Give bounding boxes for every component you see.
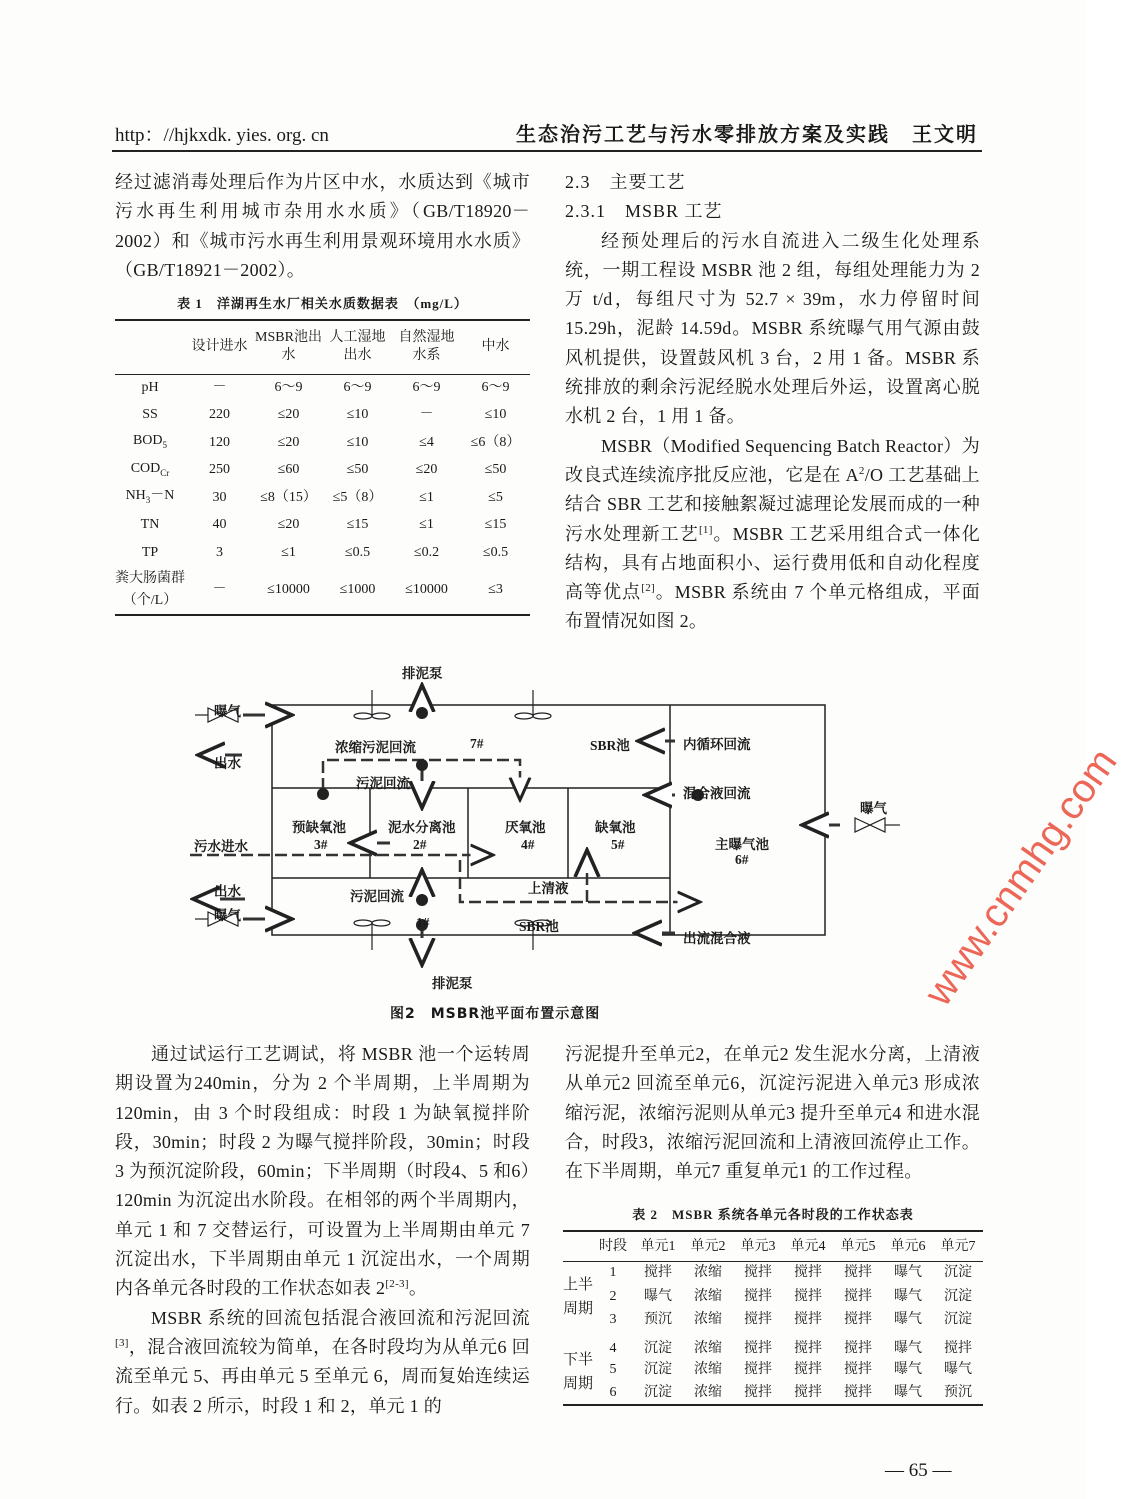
citation: [2-3] (385, 1278, 409, 1291)
status-cell: 沉淀 (944, 1312, 972, 1328)
table-row (563, 1332, 983, 1358)
paragraph (115, 1040, 530, 1304)
period-number: 4 (609, 1340, 617, 1356)
column-header: 单元4 (790, 1238, 826, 1254)
status-cell: 沉淀 (944, 1265, 972, 1281)
column-header: 人工湿地出水 (329, 330, 386, 364)
status-cell: 曝气 (894, 1361, 922, 1377)
column-header: 单元1 (640, 1238, 676, 1254)
mixer-icon (515, 713, 533, 719)
label-unit3: 3# (314, 837, 328, 852)
status-cell: 曝气 (894, 1384, 922, 1400)
table-cell: ≤20 (277, 434, 300, 450)
table-cell: ≤0.5 (344, 544, 371, 560)
figure-caption: 图2 MSBR池平面布置示意图 (390, 1006, 601, 1022)
table-cell: ≤1000 (339, 582, 376, 598)
status-cell: 搅拌 (794, 1265, 822, 1281)
label-sludge-return: 污泥回流 (356, 776, 410, 791)
table-cell: ≤5 (488, 489, 503, 505)
paragraph: 经预处理后的污水自流进入二级生化处理系统，一期工程设 MSBR 池 2 组，每组处理能力为 2 万 t/d，每组尺寸为 52.7 × 39m，水力停留时间 15.29h，泥龄 14.59d。MSBR 系统曝气用气源由鼓风机提供，设置鼓风机 3 台，2 用 1 备。MSBR 系统排放的剩余污泥经脱水处理后外运，设置离心脱水机 2 台，1 用 1 备。 (565, 230, 980, 427)
table-cell: 6～9 (412, 380, 441, 396)
status-cell: 搅拌 (844, 1288, 872, 1304)
table-cell: ≤20 (415, 462, 438, 478)
status-cell: 搅拌 (844, 1312, 872, 1328)
status-cell: 搅拌 (644, 1265, 672, 1281)
table-cell: ≤1 (281, 544, 296, 560)
citation: [1] (698, 523, 713, 536)
table-cell: ≤10 (346, 434, 369, 450)
column-header: 时段 (599, 1238, 627, 1254)
unit-status-table (563, 1230, 983, 1406)
table-cell: 6～9 (343, 380, 372, 396)
label-text: TP (141, 544, 159, 560)
label-suffix: －N (150, 488, 175, 504)
text-run: MSBR（Modified Sequencing Batch Reactor）为改良式连续流序批反应池，它是在 A (565, 435, 980, 485)
column-header: 单元2 (690, 1238, 726, 1254)
table-cell: ≤6（8） (470, 434, 521, 450)
label-main-aeration: 主曝气池 (715, 837, 769, 852)
period-number: 3 (609, 1312, 617, 1328)
table-row (563, 1261, 983, 1285)
label-pump-top: 排泥泵 (402, 666, 443, 681)
table-body (563, 1261, 983, 1405)
status-cell: 搅拌 (844, 1340, 872, 1356)
status-cell: 沉淀 (644, 1384, 672, 1400)
table-row (563, 1381, 983, 1405)
label-unit4: 4# (521, 837, 535, 852)
half-cycle-label: 下半周期 (563, 1351, 594, 1392)
table-cell: 40 (212, 517, 227, 533)
paragraph (115, 1304, 530, 1421)
mixer-icon (354, 920, 372, 926)
table-cell: ≤4 (419, 434, 434, 450)
label-sbr-top: SBR池 (590, 738, 630, 753)
status-cell: 沉淀 (644, 1340, 672, 1356)
status-cell: 沉淀 (644, 1361, 672, 1377)
column-header: MSBR池出水 (255, 330, 322, 364)
status-cell: 浓缩 (694, 1384, 722, 1400)
status-cell: 沉淀 (944, 1288, 972, 1304)
label-text: BOD (132, 433, 163, 449)
status-cell: 搅拌 (794, 1361, 822, 1377)
label-unit6: 6# (735, 852, 749, 867)
label-text: 粪大肠菌群（个/L） (115, 571, 185, 609)
label-supernatant: 上清液 (528, 881, 569, 896)
label-unit1: 1# (416, 915, 430, 930)
status-cell: 浓缩 (694, 1361, 722, 1377)
label-text: TN (140, 517, 160, 533)
column-header: 设计进水 (191, 339, 248, 355)
table-cell: ≤60 (277, 462, 300, 478)
table-cell: 220 (209, 407, 230, 423)
watermark: www.cnmhg.com (916, 740, 1126, 1014)
period-number: 1 (609, 1265, 617, 1281)
supernatant-line (460, 860, 700, 902)
label-separation: 泥水分离池 (388, 820, 456, 835)
text-run: 通过试运行工艺调试，将 MSBR 池一个运转周期设置为240min，分为 2 个半周期，上半周期为120min，由 3 个时段组成：时段 1 为缺氧搅拌阶段，30min；时段 2 为曝气搅拌阶段，30min；时段3 为预沉淀阶段，60min；下半周期（时段4、5 和6）120min 为沉淀出水阶段。在相邻的两个半周期内，单元 1 和 7 交替运行，可设置为上半周期由单元 7 沉淀出水，下半周期由单元 1 沉淀出水，一个周期内各单元各时段的工作状态如表 2 (115, 1044, 530, 1299)
table-cell: ≤50 (346, 462, 369, 478)
table-cell: － (419, 407, 434, 423)
status-cell: 搅拌 (794, 1384, 822, 1400)
label-sbr-bottom: SBR池 (519, 919, 559, 934)
table-cell: ≤15 (484, 517, 507, 533)
status-cell: 搅拌 (744, 1361, 772, 1377)
right-bottom-text (563, 1040, 983, 1406)
label-anoxic: 缺氧池 (595, 820, 636, 835)
column-header: 单元3 (740, 1238, 776, 1254)
label-subscript: 5 (162, 439, 168, 450)
page-number: — 65 — (885, 1460, 952, 1481)
label-mixed-return: 混合液回流 (683, 786, 751, 801)
column-header: 单元7 (940, 1238, 976, 1254)
status-cell: 曝气 (894, 1265, 922, 1281)
mixer-icon (354, 713, 372, 719)
label-subscript: Cr (160, 467, 170, 478)
status-cell: 浓缩 (694, 1288, 722, 1304)
table-cell: ≤20 (277, 407, 300, 423)
label-inner-recycle: 内循环回流 (683, 737, 751, 752)
label-aeration: 曝气 (214, 704, 241, 719)
period-number: 2 (609, 1288, 617, 1304)
status-cell: 曝气 (894, 1288, 922, 1304)
column-header: 自然湿地水系 (398, 330, 455, 364)
status-cell: 预沉 (944, 1384, 972, 1400)
status-cell: 曝气 (944, 1361, 972, 1377)
table-cell: 120 (209, 434, 230, 450)
table-cell: ≤1 (419, 517, 434, 533)
label-sludge-return: 污泥回流 (350, 889, 404, 904)
text-run: 。MSBR 工艺采用组合式一体化结构，具有占地面积小、运行费用低和自动化程度高等优点 (565, 523, 980, 603)
text-run: 。MSBR 系统由 7 个单元格组成，平面布置情况如图 2。 (565, 582, 980, 632)
label-subscript: 3 (145, 494, 151, 505)
column-header: 单元6 (890, 1238, 926, 1254)
paragraph: 污泥提升至单元2，在单元2 发生泥水分离，上清液从单元2 回流至单元6，沉淀污泥进入单元3 形成浓缩污泥，浓缩污泥则从单元3 提升至单元4 和进水混合，时段3，浓缩污泥回流和上清液回流停止工作。在下半周期，单元7 重复单元1 的工作过程。 (565, 1044, 980, 1182)
status-cell: 预沉 (644, 1312, 672, 1328)
label-outflow-mixed: 出流混合液 (683, 931, 751, 946)
citation: [3] (115, 1336, 129, 1349)
text-run: MSBR 系统的回流包括混合液回流和污泥回流 (151, 1307, 530, 1328)
table-row (563, 1308, 983, 1332)
label-unit7: 7# (470, 736, 484, 751)
table-cell: ≤50 (484, 462, 507, 478)
period-number: 6 (609, 1384, 617, 1400)
table1-caption: 表 1 洋湖再生水厂相关水质数据表 （mg/L） (177, 296, 468, 312)
status-cell: 搅拌 (844, 1361, 872, 1377)
table-cell: ≤1 (419, 489, 434, 505)
table-cell: ≤10000 (267, 582, 310, 598)
table-cell: ≤5（8） (332, 489, 383, 505)
label-aeration: 曝气 (860, 801, 887, 816)
half-cycle-label: 上半周期 (563, 1276, 594, 1317)
pump-icon (317, 788, 329, 800)
table-cell: ≤3 (488, 582, 503, 598)
section-heading: 2.3 主要工艺 (565, 172, 686, 192)
label-text: SS (142, 407, 158, 423)
table-cell: 250 (209, 462, 230, 478)
table-cell: － (212, 380, 227, 396)
label-thickened-return: 浓缩污泥回流 (335, 740, 416, 755)
citation: [2] (641, 582, 655, 595)
status-cell: 搅拌 (844, 1384, 872, 1400)
table-row (563, 1358, 983, 1382)
label-anaerobic: 厌氧池 (505, 820, 546, 835)
status-cell: 搅拌 (744, 1265, 772, 1281)
status-cell: 浓缩 (694, 1340, 722, 1356)
table-cell: － (212, 582, 227, 598)
table-cell: ≤0.2 (413, 544, 440, 560)
status-cell: 搅拌 (944, 1340, 972, 1356)
label-pre-anoxic: 预缺氧池 (292, 820, 346, 835)
header-row (563, 1231, 983, 1261)
table-cell: 3 (216, 544, 223, 560)
label-text: COD (130, 460, 161, 476)
period-number: 5 (609, 1361, 617, 1377)
status-cell: 搅拌 (744, 1384, 772, 1400)
label-unit2: 2# (413, 837, 427, 852)
table-cell: ≤10 (484, 407, 507, 423)
label-text: pH (141, 380, 159, 396)
journal-url: http：//hjkxdk. yies. org. cn (115, 125, 329, 146)
table-cell: 30 (212, 489, 227, 505)
table-row (563, 1285, 983, 1309)
left-bottom-text (115, 1040, 530, 1421)
status-cell: 搅拌 (794, 1312, 822, 1328)
table2-caption: 表 2 MSBR 系统各单元各时段的工作状态表 (632, 1207, 914, 1223)
label-aeration: 曝气 (214, 908, 241, 923)
status-cell: 搅拌 (844, 1265, 872, 1281)
text-run: 。 (408, 1278, 428, 1299)
table-header (563, 1231, 983, 1261)
status-cell: 曝气 (894, 1340, 922, 1356)
table-cell: ≤8（15） (260, 489, 317, 505)
table-cell: 6～9 (481, 380, 510, 396)
label-pump-bottom: 排泥泵 (432, 976, 473, 991)
label-effluent: 出水 (214, 756, 241, 771)
pump-icon (416, 707, 428, 719)
status-cell: 浓缩 (694, 1312, 722, 1328)
valve-icon (855, 818, 885, 832)
status-cell: 搅拌 (794, 1340, 822, 1356)
status-cell: 曝气 (644, 1288, 672, 1304)
table-cell: ≤0.5 (482, 544, 509, 560)
table-cell: ≤15 (346, 517, 369, 533)
status-cell: 搅拌 (744, 1312, 772, 1328)
running-title: 生态治污工艺与污水零排放方案及实践 王文明 (516, 124, 978, 146)
text-run: ，混合液回流较为简单，在各时段均为从单元6 回流至单元 5、再由单元 5 至单元 6，周而复始连续运行。如表 2 所示，时段 1 和 2，单元 1 的 (115, 1336, 530, 1416)
column-header: 单元5 (840, 1238, 876, 1254)
text-run: /O 工艺基础上结合 SBR 工艺和接触絮凝过滤理论发展而成的一种污水处理新工艺 (565, 464, 980, 544)
label-unit5: 5# (611, 837, 625, 852)
table-cell: ≤10 (346, 407, 369, 423)
status-cell: 浓缩 (694, 1265, 722, 1281)
column-header (563, 1231, 593, 1261)
paragraph: 经过滤消毒处理后作为片区中水，水质达到《城市污水再生利用城市杂用水水质》（GB/T18920－2002）和《城市污水再生利用景观环境用水水质》（GB/T18921－2002）。 (115, 172, 530, 280)
subsection-heading: 2.3.1 MSBR 工艺 (565, 201, 723, 222)
table-cell: 6～9 (274, 380, 303, 396)
table-cell: ≤10000 (405, 582, 448, 598)
status-cell: 搅拌 (744, 1340, 772, 1356)
status-cell: 曝气 (894, 1312, 922, 1328)
label-influent: 污水进水 (194, 839, 248, 854)
status-cell: 搅拌 (794, 1288, 822, 1304)
status-cell: 搅拌 (744, 1288, 772, 1304)
label-text: NH (125, 488, 146, 504)
pump-icon (416, 759, 428, 771)
column-header: 中水 (481, 339, 510, 355)
table-cell: ≤20 (277, 517, 300, 533)
pump-icon (416, 894, 428, 906)
superscript: 2 (858, 464, 865, 477)
label-effluent: 出水 (214, 884, 241, 899)
